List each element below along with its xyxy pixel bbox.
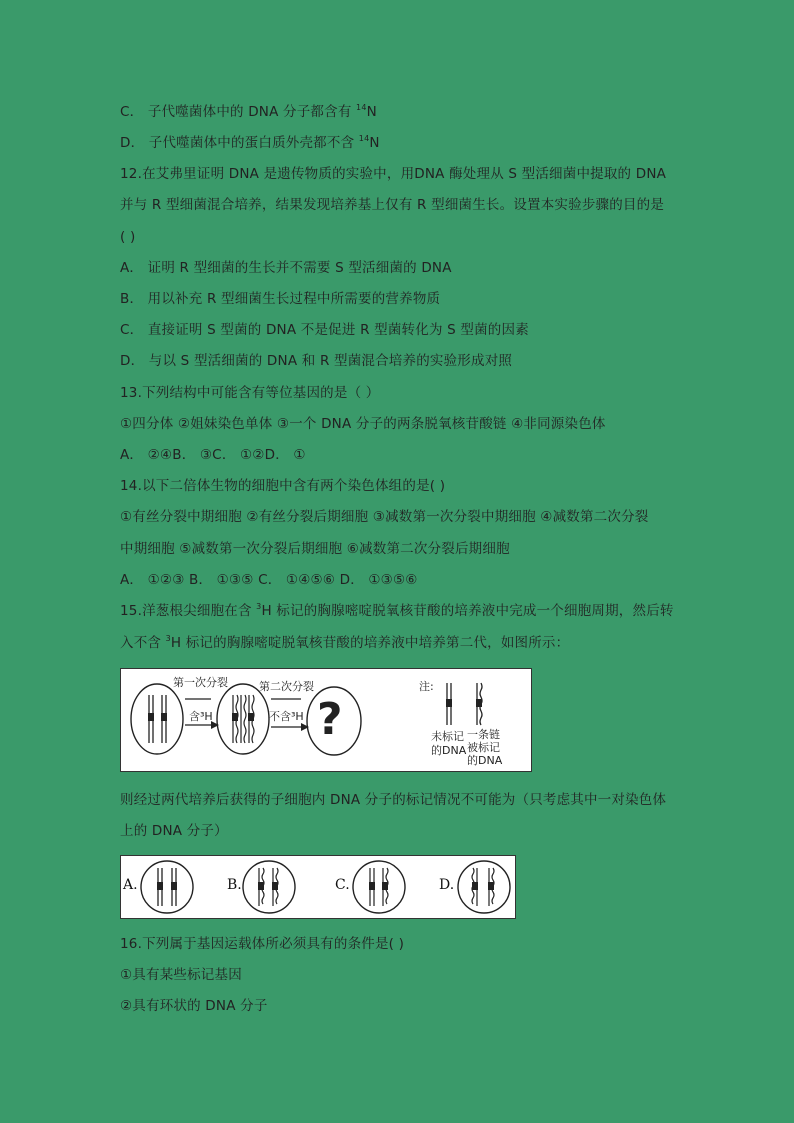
question-14-items-1: ①有丝分裂中期细胞 ②有丝分裂后期细胞 ③减数第一次分裂中期细胞 ④减数第二次分裂 (120, 509, 649, 525)
cell-division-figure (120, 668, 532, 772)
question-14: 14.以下二倍体生物的细胞中含有两个染色体组的是( ) (120, 478, 446, 494)
question-16: 16.下列属于基因运载体所必须具有的条件是( ) (120, 936, 405, 952)
option-12a: A． 证明 R 型细菌的生长并不需要 S 型活细菌的 DNA (120, 260, 452, 276)
answer-options-diagram (121, 856, 515, 918)
legend-note-label: 注: (419, 680, 434, 693)
legend-unlabeled-line2: 的DNA (431, 744, 467, 757)
question-13: 13.下列结构中可能含有等位基因的是（ ） (120, 385, 380, 401)
question-12-blank: ( ) (120, 229, 136, 245)
question-13-options: A． ②④B． ③C． ①②D． ① (120, 447, 306, 463)
option-12c: C． 直接证明 S 型菌的 DNA 不是促进 R 型菌转化为 S 型菌的因素 (120, 322, 529, 338)
answer-options-figure (120, 855, 516, 919)
option-11c: C． 子代噬菌体中的 DNA 分子都含有 $^{14}$N (120, 103, 377, 120)
question-15-line1: 15.洋葱根尖细胞在含 $^3$H 标记的胸腺嘧啶脱氧核苷酸的培养液中完成一个细胞周期，然后转 (120, 602, 674, 619)
option-12d: D． 与以 S 型活细菌的 DNA 和 R 型菌混合培养的实验形成对照 (120, 353, 513, 369)
legend-unlabeled-line1: 未标记 (431, 730, 464, 743)
first-division-label: 第一次分裂 (173, 676, 228, 689)
question-mark-icon: ? (317, 694, 343, 745)
question-16-item2: ②具有环状的 DNA 分子 (120, 998, 268, 1014)
without-h3-label: 不含³H (269, 710, 304, 723)
question-15-line3: 则经过两代培养后获得的子细胞内 DNA 分子的标记情况不可能为（只考虑其中一对染色体 (120, 792, 667, 808)
option-d-label: D. (439, 877, 455, 893)
question-13-items: ①四分体 ②姐妹染色单体 ③一个 DNA 分子的两条脱氧核苷酸链 ④非同源染色体 (120, 416, 606, 432)
legend-labeled-line1: 一条链 (467, 728, 500, 741)
legend-labeled-line2: 被标记 (467, 741, 500, 754)
option-a-label: A. (123, 877, 138, 893)
question-15-line4: 上的 DNA 分子） (120, 823, 228, 839)
option-c-label: C. (335, 877, 350, 893)
option-11d: D． 子代噬菌体中的蛋白质外壳都不含 $^{14}$N (120, 134, 380, 151)
question-16-item1: ①具有某些标记基因 (120, 967, 242, 983)
option-b-label: B. (227, 877, 242, 893)
question-14-options: A． ①②③ B． ①③⑤ C． ①④⑤⑥ D． ①③⑤⑥ (120, 572, 418, 588)
question-12-line2: 并与 R 型细菌混合培养，结果发现培养基上仅有 R 型细菌生长。设置本实验步骤的目的是 (120, 197, 665, 213)
option-12b: B． 用以补充 R 型细菌生长过程中所需要的营养物质 (120, 291, 441, 307)
question-15-line2: 入不含 $^3$H 标记的胸腺嘧啶脱氧核苷酸的培养液中培养第二代，如图所示： (120, 634, 570, 651)
second-division-label: 第二次分裂 (259, 680, 314, 693)
question-14-items-2: 中期细胞 ⑤减数第一次分裂后期细胞 ⑥减数第二次分裂后期细胞 (120, 541, 510, 557)
question-12-line1: 12.在艾弗里证明 DNA 是遗传物质的实验中，用DNA 酶处理从 S 型活细菌中提取的 DNA (120, 166, 667, 182)
legend-labeled-line3: 的DNA (467, 754, 503, 767)
with-h3-label: 含³H (189, 710, 213, 723)
